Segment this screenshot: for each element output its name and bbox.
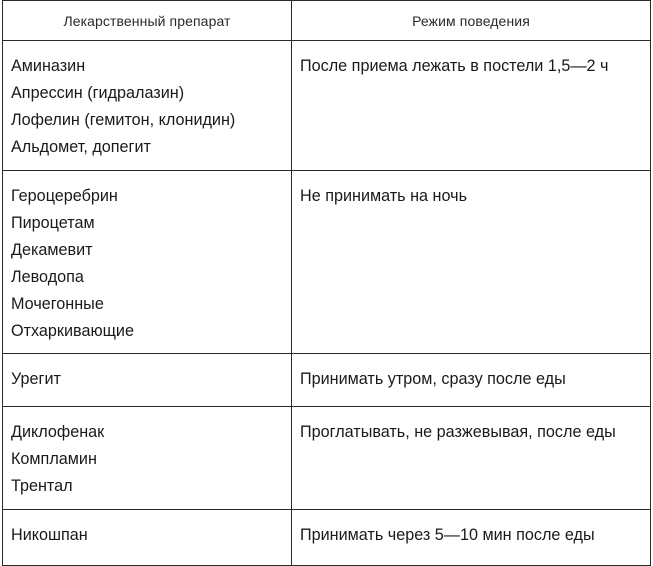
drug-name: Декамевит <box>11 241 93 259</box>
drug-cell <box>3 407 292 510</box>
mode-text: Принимать утром, сразу после еды <box>300 370 566 388</box>
mode-text: Принимать через 5—10 мин после еды <box>300 526 595 544</box>
drug-name: Отхаркивающие <box>11 322 134 340</box>
drug-name: Аминазин <box>11 57 86 75</box>
mode-cell <box>292 171 651 354</box>
drug-name: Урегит <box>11 370 61 388</box>
drug-cell <box>3 171 292 354</box>
drug-cell <box>3 510 292 566</box>
mode-text: Проглатывать, не разжевывая, после еды <box>300 423 616 441</box>
drug-name: Апрессин (гидралазин) <box>11 84 185 102</box>
drug-name: Диклофенак <box>11 423 105 441</box>
header-drug: Лекарственный препарат <box>3 1 292 41</box>
drug-cell <box>3 41 292 171</box>
table-row <box>3 510 651 566</box>
drug-name: Героцеребрин <box>11 187 118 205</box>
table-header-row <box>3 1 651 41</box>
mode-cell <box>292 510 651 566</box>
drug-name: Леводопа <box>11 268 84 286</box>
mode-cell <box>292 41 651 171</box>
table-row <box>3 41 651 171</box>
drug-name: Альдомет, допегит <box>11 138 151 156</box>
mode-text: Не принимать на ночь <box>300 187 467 205</box>
table-row <box>3 354 651 407</box>
drug-name: Никошпан <box>11 526 88 544</box>
drug-name: Трентал <box>11 477 73 495</box>
drug-name: Лофелин (гемитон, клонидин) <box>11 111 236 129</box>
mode-cell <box>292 354 651 407</box>
mode-cell <box>292 407 651 510</box>
table-row <box>3 171 651 354</box>
mode-text: После приема лежать в постели 1,5—2 ч <box>300 57 609 75</box>
drug-name: Пироцетам <box>11 214 95 232</box>
drug-name: Компламин <box>11 450 97 468</box>
header-mode: Режим поведения <box>292 1 651 41</box>
drug-cell <box>3 354 292 407</box>
table-row <box>3 407 651 510</box>
drug-regimen-table <box>2 0 651 566</box>
drug-name: Мочегонные <box>11 295 104 313</box>
